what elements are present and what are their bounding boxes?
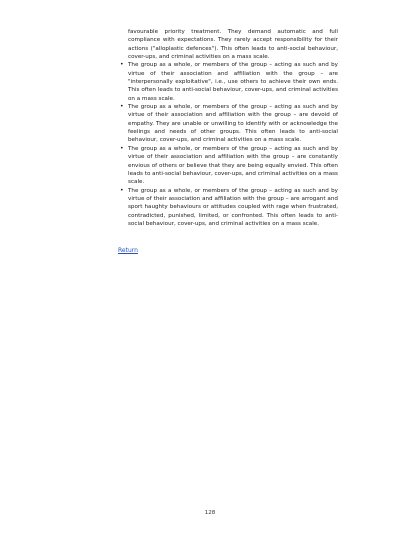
bullet-icon: • [120,61,124,69]
lead-paragraph: favourable priority treatment. They demand automatic and full compliance with expectations. They rarely accept responsibility for their actions ("alloplastic defences"). This often leads to anti-social behaviour, cover-ups, and criminal activities on a mass scale. [128,29,338,61]
list-item [118,61,338,103]
list-item [118,187,338,229]
bullet-icon: • [120,144,124,152]
page-number: 128 [204,510,216,516]
list-item-text: The group as a whole, or members of the group – acting as such and by virtue of their association and affiliation with the group – are "interpersonally exploitative", i.e., use others to achieve their own ends. This often leads to anti-social behaviour, cover-ups, and criminal activities on a mass scale. [128,62,338,102]
list-item-text: The group as a whole, or members of the group – acting as such and by virtue of their association and affiliation with the group – are arrogant and sport haughty behaviours or attitudes coupled with rage when frustrated, contradicted, punished, limited, or confronted. This often leads to anti-social behaviour, cover-ups, and criminal activities on a mass scale. [128,187,338,227]
bullet-list [118,61,338,228]
list-item [118,103,338,145]
list-item-text: The group as a whole, or members of the group – acting as such and by virtue of their association and affiliation with the group – are devoid of empathy. They are unable or unwilling to identify with or acknowledge the feelings and needs of other groups. This often leads to anti-social behaviour, cover-ups, and criminal activities on a mass scale. [128,104,338,144]
bullet-icon: • [120,103,124,111]
document-body [118,28,338,228]
list-item [118,145,338,187]
return-link[interactable]: Return [118,247,138,254]
bullet-icon: • [120,186,124,194]
list-item-text: The group as a whole, or members of the group – acting as such and by virtue of their association and affiliation with the group – are constantly envious of others or believe that they are being equally envied. This often leads to anti-social behaviour, cover-ups, and criminal activities on a mass scale. [128,145,338,186]
